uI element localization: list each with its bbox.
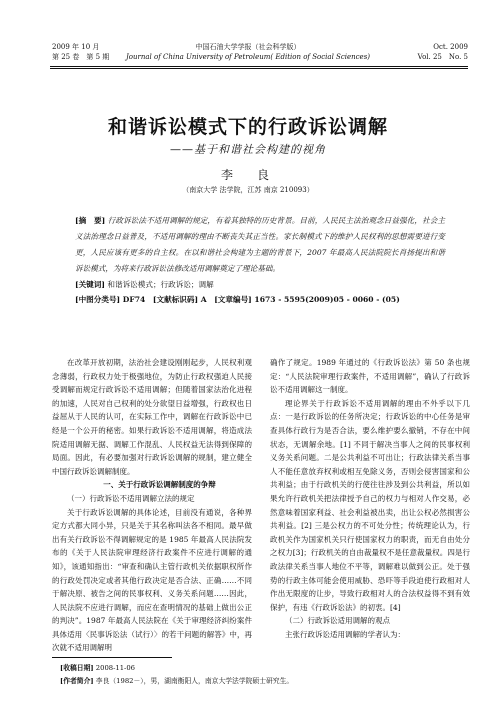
header-right [418,42,468,62]
author-info-label: [作者简介] [60,677,94,685]
article-author: 李 良 [220,168,275,182]
journal-name-cn: 中国石油大学学报（社会科学版） [195,43,301,51]
footnote-author [60,676,293,686]
article-title: 和谐诉讼模式下的行政诉讼调解 [107,116,388,138]
header-rule-bottom [50,68,468,69]
received-date: 2008-11-06 [95,664,135,672]
abstract-label: [摘 要] [75,216,106,225]
header-rule-top [50,66,468,67]
header-date-en: Oct. 2009 [433,43,468,51]
subsection-heading-1: （一）行政诉讼不适用调解立法的规定 [67,493,195,503]
body-paragraph-continued: 确作了规定。1989 年通过的《行政诉讼法》第 50 条也规定：“人民法院审理行政案件，不适用调解”，确认了行政诉讼不适用调解这一制度。 [270,358,470,395]
body-paragraph: 主张行政诉讼适用调解的学者认为： [285,629,405,639]
header-issue: 第 25 卷 第 5 期 [52,53,110,61]
body-paragraph: 关于行政诉讼调解的具体论述，目前没有通说，各种界定方式都大同小异，只是关于其名称叫法各不相同。最早做出有关行政诉讼不得调解规定的是 1985 年最高人民法院发布的《关于人民法院审理经济行政案件不应进行调解的通知》，该通知指出：“审查和确认主管行政机关依据职权所作的行政处罚决定或者其他行政决定是否合法、正确……不同于解决原、被告之间的民事权利、义务关系问题……因此，人民法院不应进行调解，而应在查明情况的基础上做出公正的判决”。1987 年最高人民法院在《关于审理经济纠纷案件具体适用〈民事诉讼法（试行）〉的若干问题的解答》中，再次就不适用调解明 [52,507,252,653]
journal-name-en: Journal of China University of Petroleum( Edition of Social Sciences) [125,53,371,61]
keywords-label: [关键词] [75,280,105,289]
header-date: 2009 年 10 月 [52,43,100,51]
classification-line: [中图分类号] DF74 [文献标识码] A [文章编号] 1673 - 5595(2009)05 - 0060 - (05) [75,295,400,304]
article-subtitle: ——基于和谐社会构建的视角 [170,143,326,156]
abstract-text: 行政诉讼法不适用调解的规定，有着其独特的历史背景。目前，人民民主法治观念日益强化，社会主义法治理念日益普及，不适用调解的理由不断丧失其正当性。家长制模式下的维护人民权利的思想需要进行变更，人民应该有更多的自主权。在以和谐社会构建为主题的背景下，2007 年最高人民法院院长肖扬提出和谐诉讼模式，为将来行政诉讼法修改适用调解奠定了理论基础。 [75,216,446,273]
author-info: 李良（1982－），男，湖南衡阳人，南京大学法学院硕士研究生。 [95,677,294,685]
abstract [75,213,445,277]
footnote-rule [52,657,172,658]
keywords: 和谐诉讼模式；行政诉讼；调解 [107,280,214,289]
header-issue-en: Vol. 25 No. 5 [417,53,468,61]
body-column-right [270,356,470,641]
received-label: [收稿日期] [60,664,94,672]
subsection-heading-2: （二）行政诉讼适用调解的观点 [285,616,390,626]
footnote-received [60,663,135,673]
body-column-left [52,356,252,655]
author-affiliation: （南京大学 法学院，江苏 南京 210093） [182,186,314,194]
intro-paragraph: 在改革开放初期，法治社会建设刚刚起步，人民权利观念薄弱，行政权力处于极强地位，为防止行政权强迫人民接受调解而规定行政诉讼不适用调解；但随着国家法治化进程的加速，人民对自己权利的处分欲望日益增强，行政权也日益屈从于人民的认可，在实际工作中，调解在行政诉讼中已经是一个公开的秘密。如果行政诉讼不适用调解，将造成法院适用调解无据、调解工作混乱、人民权益无法得到保障的局面。因此，有必要加强对行政诉讼调解的规制，建立健全中国行政诉讼调解制度。 [52,358,252,476]
keywords-block [75,277,455,307]
body-paragraph: 理论界关于行政诉讼不适用调解的理由不外乎以下几点：一是行政诉讼的任务所决定；行政诉讼的中心任务是审查具体行政行为是否合法，要么维护要么撤销，不存在中间状态，无调解余地。[1] 不同于解决当事人之间的民事权利义务关系问题。二是公共利益不可出让；行政法律关系当事人不能任意放弃权利或相互免除义务，否则会侵害国家和公共利益；由于行政机关的行使往往涉及到公共利益，所以如果允许行政机关把法律授予自己的权力与相对人作交易，必然意味着国家利益、社会利益被出卖，出让公权必然损害公共利益。[2] 三是公权力的不可处分性；传统理论认为，行政机关作为国家机关只行使国家权力的职责，而无自由处分之权力[3]；行政机关的自由裁量权不是任意裁量权。四是行政法律关系当事人地位不平等，调解难以做到公正。处于强势的行政主体可能会使用威胁、恐吓等手段迫使行政相对人作出无限度的让步，导致行政相对人的合法权益得不到有效保护，有违《行政诉讼法》的初衷。[4] [270,398,470,612]
section-heading-1: 一、关于行政诉讼调解制度的争辩 [103,480,216,490]
